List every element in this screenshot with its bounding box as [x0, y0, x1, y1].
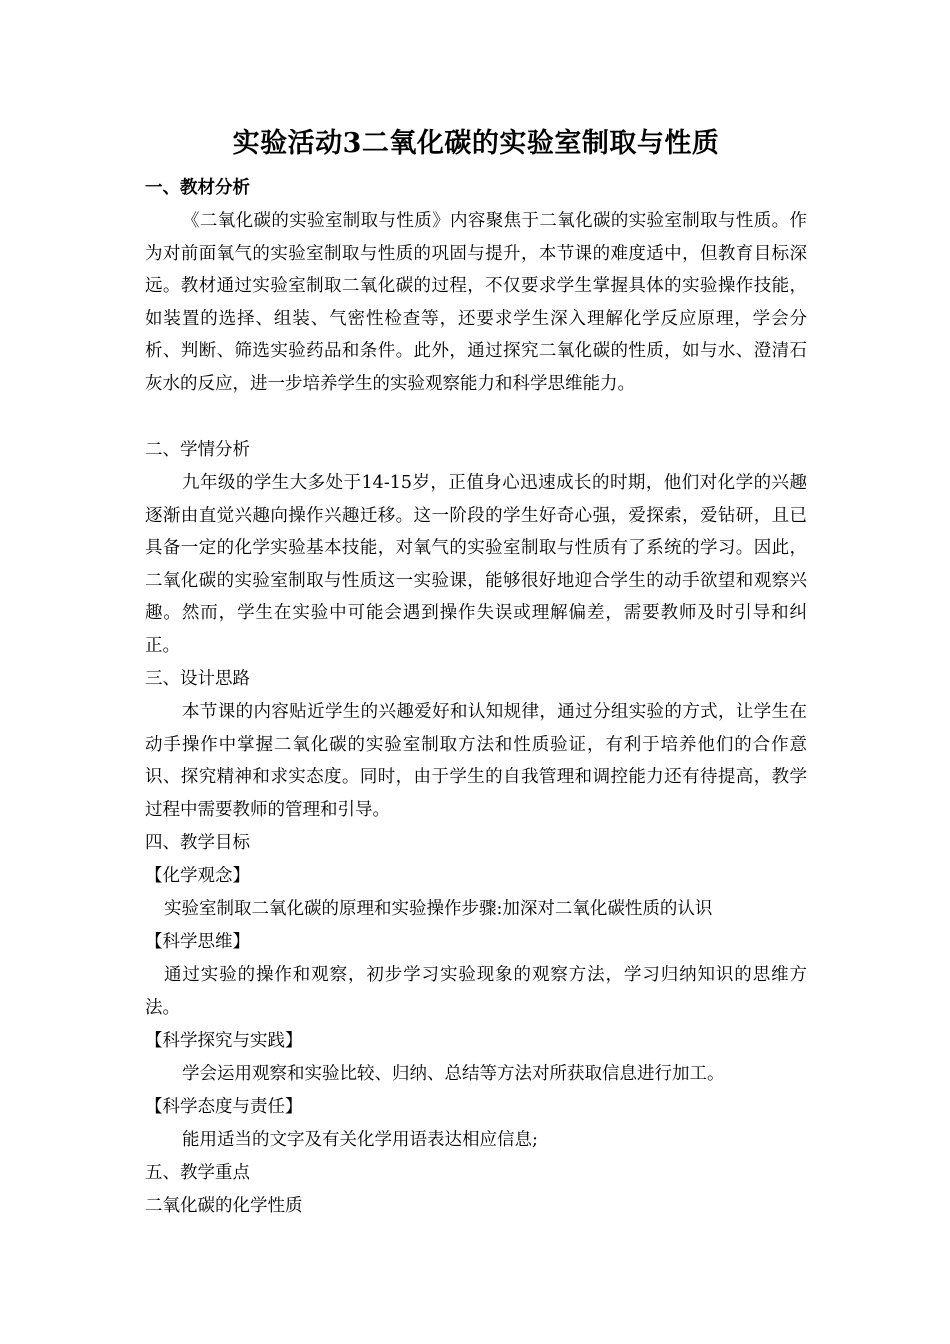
goal-text-inquiry-practice: 学会运用观察和实验比较、归纳、总结等方法对所获取信息进行加工。: [182, 1064, 725, 1084]
goal-text-chemistry-concept: 实验室制取二氧化碳的原理和实验操作步骤:加深对二氧化碳性质的认识: [164, 899, 713, 919]
section-heading-student-analysis: 二、学情分析: [145, 440, 250, 460]
goal-text-scientific-thinking: 通过实验的操作和观察，初步学习实验现象的观察方法，学习归纳知识的思维方法。: [145, 965, 807, 1018]
teaching-focus-text: 二氧化碳的化学性质: [145, 1196, 303, 1216]
section-heading-teaching-goals: 四、教学目标: [145, 833, 250, 853]
section-heading-design-idea: 三、设计思路: [145, 669, 250, 689]
student-analysis-paragraph: 九年级的学生大多处于14-15岁，正值身心迅速成长的时期，他们对化学的兴趣逐渐由直觉兴趣向操作兴趣迁移。这一阶段的学生好奇心强，爱探索，爱钻研，且已具备一定的化学实验基本技能，对氧气的实验室制取与性质有了系统的学习。因此，二氧化碳的实验室制取与性质这一实验课，能够很好地迎合学生的动手欲望和观察兴趣。然而，学生在实验中可能会遇到操作失误或理解偏差，需要教师及时引导和纠正。: [145, 473, 807, 656]
goal-text-attitude-responsibility: 能用适当的文字及有关化学用语表达相应信息;: [182, 1130, 538, 1150]
goal-label-chemistry-concept: 【化学观念】: [145, 866, 250, 886]
goal-label-scientific-thinking: 【科学思维】: [145, 932, 250, 952]
section-heading-textbook-analysis: 一、教材分析: [145, 178, 250, 198]
section-heading-teaching-focus: 五、教学重点: [145, 1163, 250, 1183]
document-title: 实验活动3二氧化碳的实验室制取与性质: [232, 128, 720, 159]
goal-label-attitude-responsibility: 【科学态度与责任】: [145, 1097, 303, 1117]
textbook-analysis-paragraph: 《二氧化碳的实验室制取与性质》内容聚焦于二氧化碳的实验室制取与性质。作为对前面氧气的实验室制取与性质的巩固与提升，本节课的难度适中，但教育目标深远。教材通过实验室制取二氧化碳的过程，不仅要求学生掌握具体的实验操作技能，如装置的选择、组装、气密性检查等，还要求学生深入理解化学反应原理，学会分析、判断、筛选实验药品和条件。此外，通过探究二氧化碳的性质，如与水、澄清石灰水的反应，进一步培养学生的实验观察能力和科学思维能力。: [145, 211, 807, 394]
design-idea-paragraph: 本节课的内容贴近学生的兴趣爱好和认知规律，通过分组实验的方式，让学生在动手操作中掌握二氧化碳的实验室制取方法和性质验证，有利于培养他们的合作意识、探究精神和求实态度。同时，由于学生的自我管理和调控能力还有待提高，教学过程中需要教师的管理和引导。: [145, 702, 807, 820]
goal-label-inquiry-practice: 【科学探究与实践】: [145, 1031, 303, 1051]
